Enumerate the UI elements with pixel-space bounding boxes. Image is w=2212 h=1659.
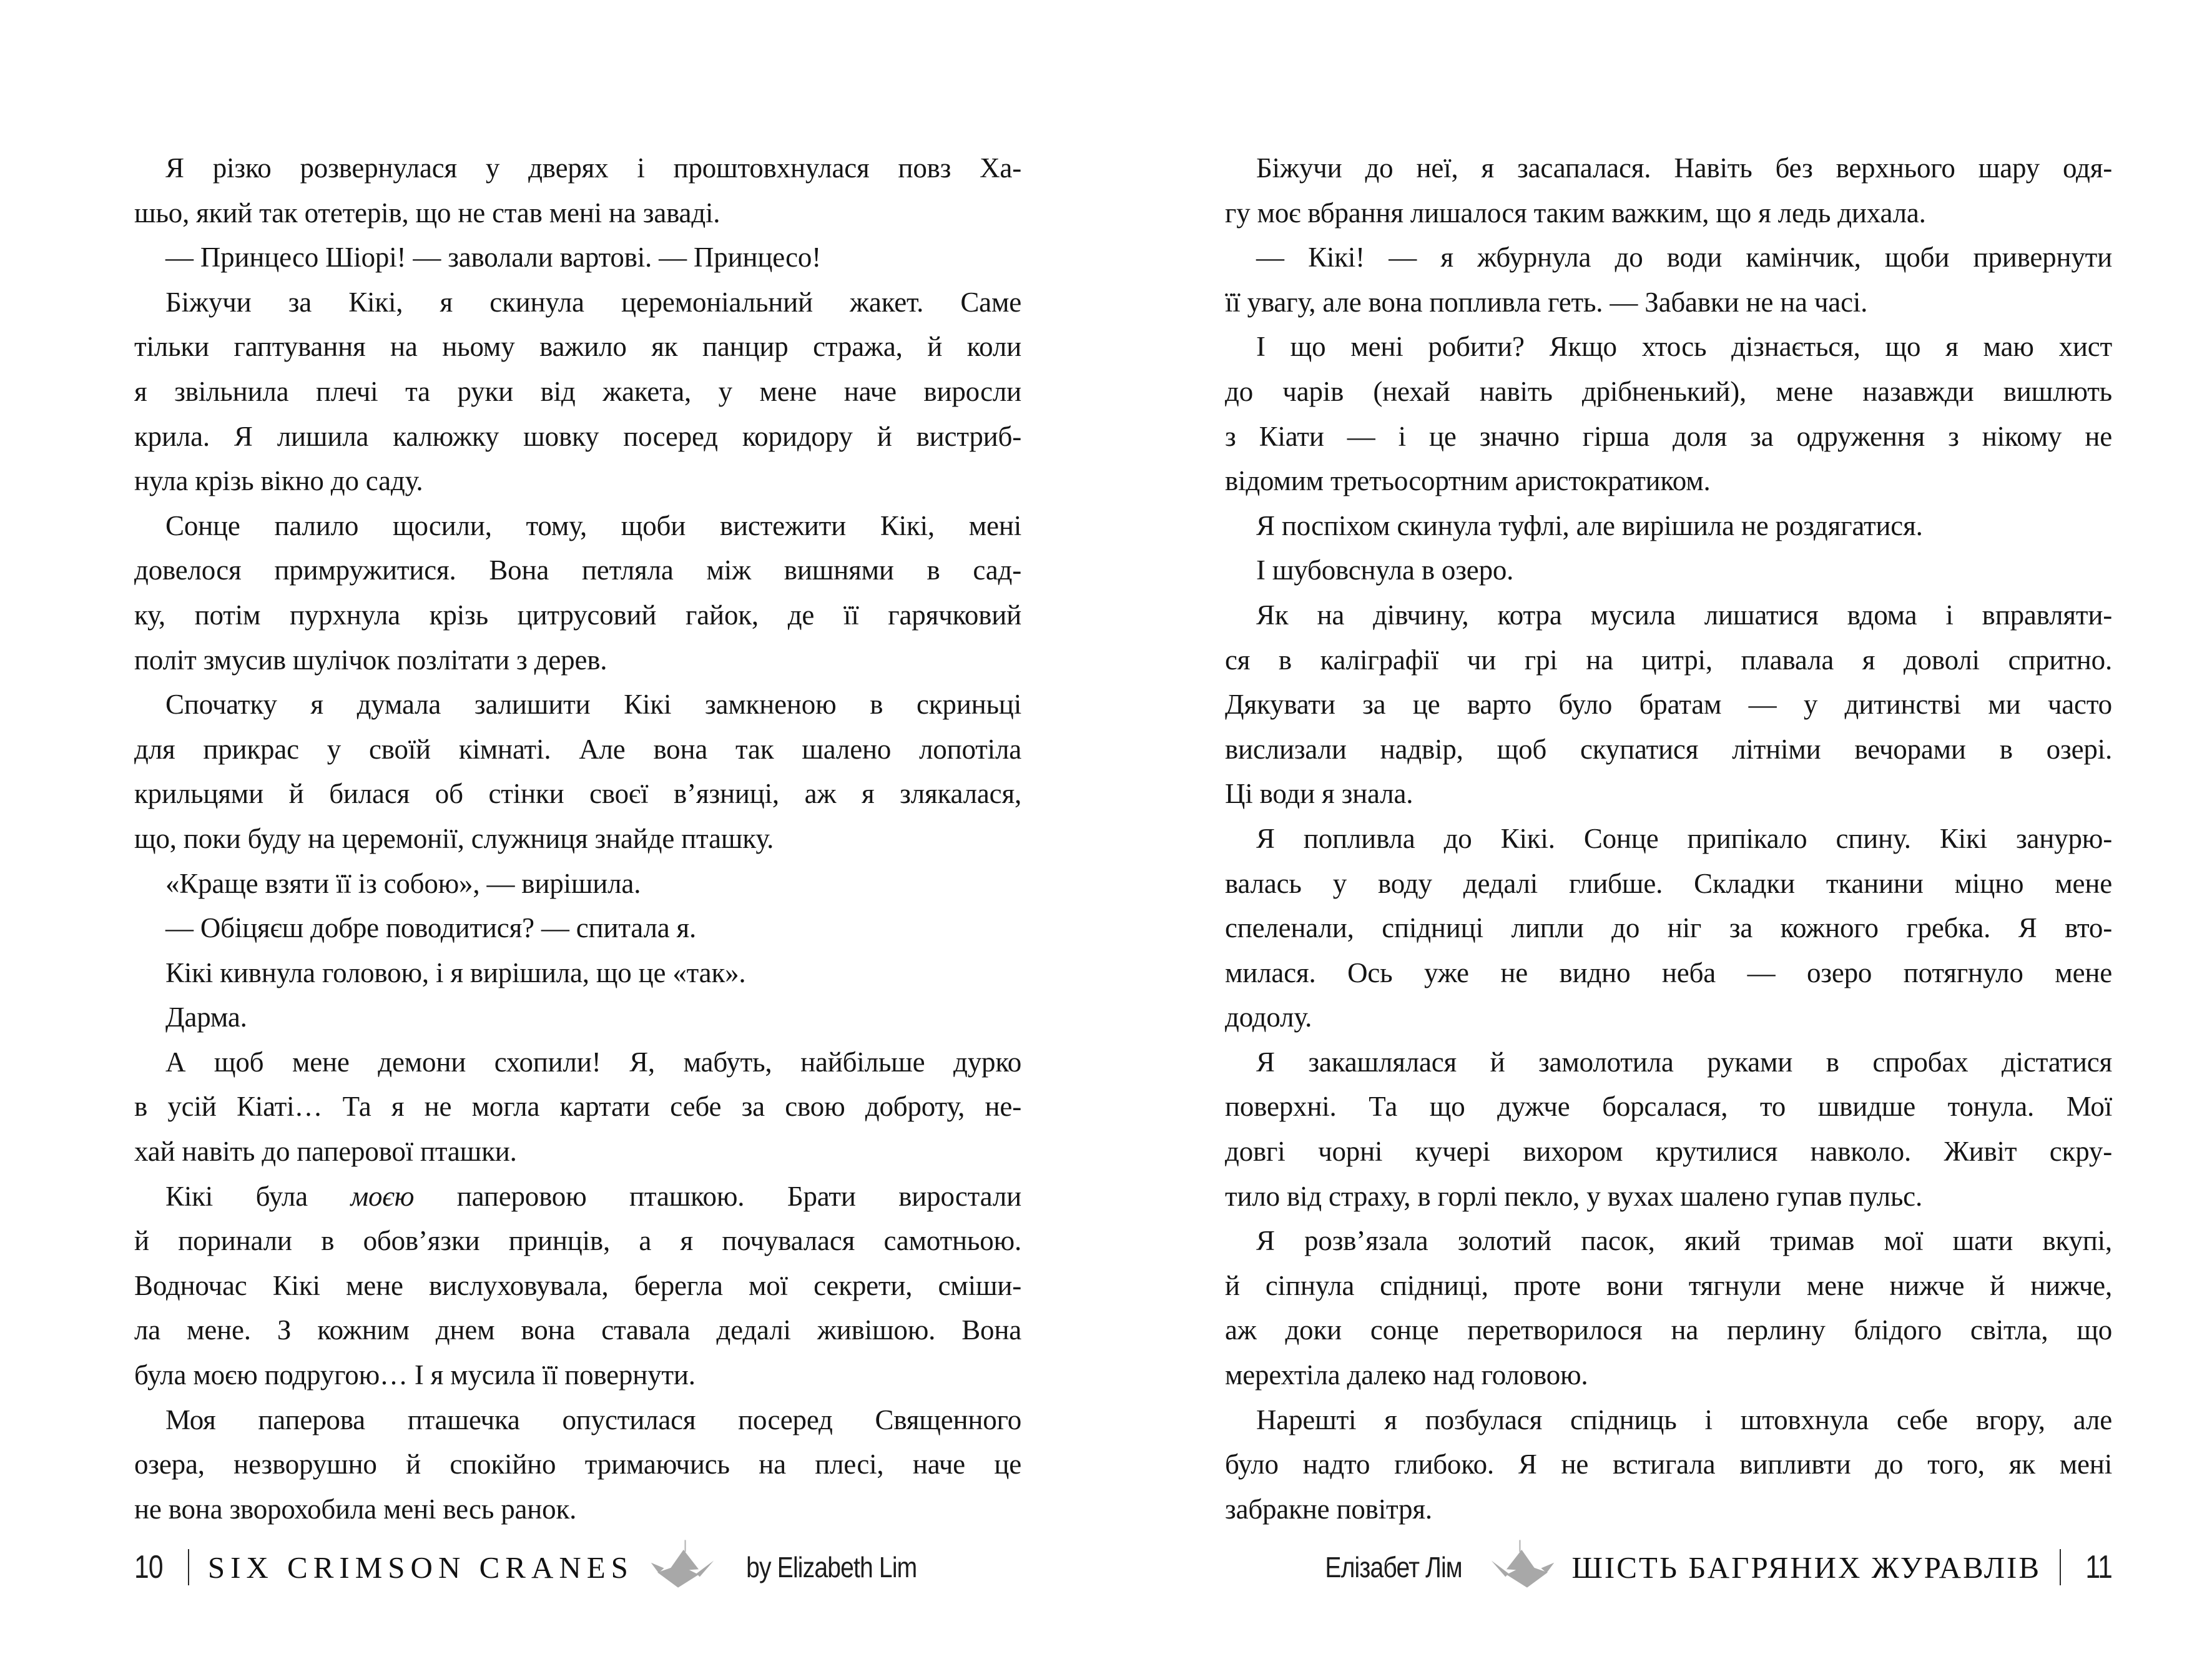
- text-line: Я поспіхом скинула туфлі, але вирішила не роздягатися.: [1256, 510, 1923, 541]
- text-line: з Кіати — і це значно гірша доля за одруження з нікому не: [1225, 420, 2112, 452]
- text-line: забракне повітря.: [1225, 1493, 1432, 1525]
- paragraph: [134, 1180, 1021, 1404]
- text-line: Водночас Кікі мене вислуховувала, берегла мої секрети, сміши-: [134, 1269, 1021, 1301]
- text-line: І що мені робити? Якщо хтось дізнається, що я маю хист: [1256, 331, 2112, 363]
- text-line: додолу.: [1225, 1002, 1312, 1033]
- text-line: Сонце палило щосили, тому, щоби вистежити Кікі, мені: [165, 510, 1021, 541]
- text-line: Дякувати за це варто було братам — у дитинстві ми часто: [1225, 689, 2112, 721]
- paragraph: [134, 912, 1021, 957]
- paragraph: [134, 241, 1021, 286]
- right-page-number: 11: [2085, 1549, 2112, 1585]
- author-name: Елізабет Лім: [1325, 1551, 1463, 1583]
- text-line: І шубовснула в озеро.: [1256, 554, 1514, 586]
- text-line: була моєю подругою… І я мусила її повернути.: [134, 1359, 696, 1391]
- text-line: Я закашлялася й замолотила руками в спробах дістатися: [1256, 1046, 2112, 1078]
- text-line: Моя паперова пташечка опустилася посеред Священного: [165, 1404, 1021, 1435]
- text-line: гу моє вбрання лишалося таким важким, що я ледь дихала.: [1225, 197, 1926, 229]
- paragraph: [134, 1404, 1021, 1538]
- footer-divider-rule: [188, 1549, 189, 1585]
- text-line: Кікі кивнула головою, і я вирішила, що це «так».: [165, 957, 746, 988]
- text-line: Біжучи до неї, я засапалася. Навіть без верхнього шару одя-: [1256, 152, 2112, 184]
- text-line: й сіпнула спідниці, проте вони тягнули мене нижче й нижче,: [1225, 1269, 2112, 1301]
- paragraph: [1225, 599, 2112, 822]
- origami-crane-icon: [650, 1540, 715, 1595]
- text-line: довелося примружитися. Вона петляла між вишнями в сад-: [134, 554, 1021, 586]
- text-line: мерехтіла далеко над головою.: [1225, 1359, 1588, 1391]
- text-line: тільки гаптування на ньому важило як панцир стража, й коли: [134, 331, 1021, 363]
- text-line: Спочатку я думала залишити Кікі замкненою в скриньці: [165, 689, 1021, 721]
- paragraph: [134, 286, 1021, 510]
- text-line: Як на дівчину, котра мусила лишатися вдома і вправляти-: [1256, 599, 2112, 631]
- footer-divider-rule: [2060, 1549, 2061, 1585]
- text-line: милася. Ось уже не видно неба — озеро потягнуло мене: [1225, 957, 2112, 988]
- text-line: ся в каліграфії чи грі на цитрі, плавала я доволі спритно.: [1225, 644, 2112, 676]
- text-line: Я різко розвернулася у дверях і проштовхнулася повз Ха-: [165, 152, 1021, 184]
- text-line: до чарів (нехай навіть дрібненький), мене назавжди вишлють: [1225, 375, 2112, 407]
- text-line: ла мене. З кожним днем вона ставала дедалі живішою. Вона: [134, 1314, 1021, 1346]
- right-page-text: [1225, 152, 2112, 1537]
- text-line: Біжучи за Кікі, я скинула церемоніальний жакет. Саме: [165, 286, 1021, 318]
- text-line: вислизали надвір, щоб скупатися літніми вечорами в озері.: [1225, 733, 2112, 765]
- text-line: тило від страху, в горлі пекло, у вухах шалено гупав пульс.: [1225, 1180, 1923, 1212]
- paragraph: [134, 510, 1021, 688]
- paragraph: [1225, 1404, 2112, 1538]
- text-line: поверхні. Та що дужче борсалася, то швидше тонула. Мої: [1225, 1091, 2112, 1123]
- paragraph: [1225, 241, 2112, 330]
- left-page-footer: [134, 1537, 1021, 1597]
- text-line: Я розв’язала золотий пасок, який тримав мої шати вкупі,: [1256, 1225, 2112, 1257]
- text-line: що, поки буду на церемонії, служниця знайде пташку.: [134, 822, 774, 854]
- text-line: Ці води я знала.: [1225, 778, 1413, 810]
- text-line: — Принцесо Шіорі! — заволали вартові. — Принцесо!: [165, 242, 822, 273]
- left-page-text: [134, 152, 1021, 1537]
- text-line: — Кікі! — я жбурнула до води камінчик, щоби привернути: [1256, 242, 2112, 273]
- paragraph: [134, 957, 1021, 1002]
- text-line: хай навіть до паперової пташки.: [134, 1136, 517, 1168]
- paragraph: [134, 1046, 1021, 1180]
- text-line: не вона зворохобила мені весь ранок.: [134, 1493, 577, 1525]
- text-line: «Краще взяти її із собою», — вирішила.: [165, 867, 641, 899]
- text-line: нула крізь вікно до саду.: [134, 465, 423, 497]
- paragraph: [134, 152, 1021, 241]
- text-line: ку, потім пурхнула крізь цитрусовий гайок, де її гарячковий: [134, 599, 1021, 631]
- text-line: її увагу, але вона попливла геть. — Забавки не на часі.: [1225, 286, 1868, 318]
- series-title: SIX CRIMSON CRANES: [207, 1550, 634, 1585]
- text-line: Кікі була моєю паперовою пташкою. Брати виростали: [165, 1180, 1021, 1212]
- text-line: озера, незворушно й спокійно тримаючись на плесі, наче це: [134, 1449, 1021, 1480]
- text-line: Нарешті я позбулася спідниць і штовхнула себе вгору, але: [1256, 1404, 2112, 1435]
- text-line: для прикрас у своїй кімнаті. Але вона так шалено лопотіла: [134, 733, 1021, 765]
- text-line: крила. Я лишила калюжку шовку посеред коридору й вистриб-: [134, 420, 1021, 452]
- paragraph: [1225, 554, 2112, 599]
- paragraph: [1225, 822, 2112, 1046]
- paragraph: [1225, 1046, 2112, 1224]
- text-line: політ змусив шулічок позлітати з дерев.: [134, 644, 607, 676]
- text-line: крильцями й билася об стінки своєї в’язниці, аж я злякалася,: [134, 778, 1021, 810]
- text-line: Дарма.: [165, 1002, 247, 1033]
- text-line: відомим третьосортним аристократиком.: [1225, 465, 1711, 497]
- text-line: шьо, який так отетерів, що не став мені на заваді.: [134, 197, 720, 229]
- text-line: в усій Кіаті… Та я не могла картати себе за свою доброту, не-: [134, 1091, 1021, 1123]
- paragraph: [1225, 510, 2112, 554]
- paragraph: [1225, 1224, 2112, 1403]
- text-line: валась у воду дедалі глибше. Складки тканини міцно мене: [1225, 867, 2112, 899]
- book-title: ШІСТЬ БАГРЯНИХ ЖУРАВЛІВ: [1571, 1550, 2042, 1585]
- text-line: довгі чорні кучері вихором крутилися навколо. Живіт скру-: [1225, 1136, 2112, 1168]
- paragraph: [134, 688, 1021, 867]
- origami-crane-icon: [1490, 1540, 1555, 1595]
- text-line: А щоб мене демони схопили! Я, мабуть, найбільше дурко: [165, 1046, 1021, 1078]
- paragraph: [1225, 330, 2112, 509]
- text-line: було надто глибоко. Я не встигала випливти до того, як мені: [1225, 1449, 2112, 1480]
- paragraph: [134, 1001, 1021, 1046]
- text-line: — Обіцяєш добре поводитися? — спитала я.: [165, 912, 697, 944]
- text-line: спеленали, спідниці липли до ніг за кожного гребка. Я вто-: [1225, 912, 2112, 944]
- right-page-footer: [1225, 1537, 2112, 1597]
- author-byline: by Elizabeth Lim: [746, 1551, 917, 1583]
- left-page-number: 10: [134, 1549, 163, 1585]
- text-line: аж доки сонце перетворилося на перлину блідого світла, що: [1225, 1314, 2112, 1346]
- paragraph: [1225, 152, 2112, 241]
- text-line: я звільнила плечі та руки від жакета, у мене наче виросли: [134, 375, 1021, 407]
- text-line: й поринали в обов’язки принців, а я почувалася самотньою.: [134, 1225, 1021, 1257]
- text-line: Я попливла до Кікі. Сонце припікало спину. Кікі занурю-: [1256, 822, 2112, 854]
- paragraph: [134, 867, 1021, 912]
